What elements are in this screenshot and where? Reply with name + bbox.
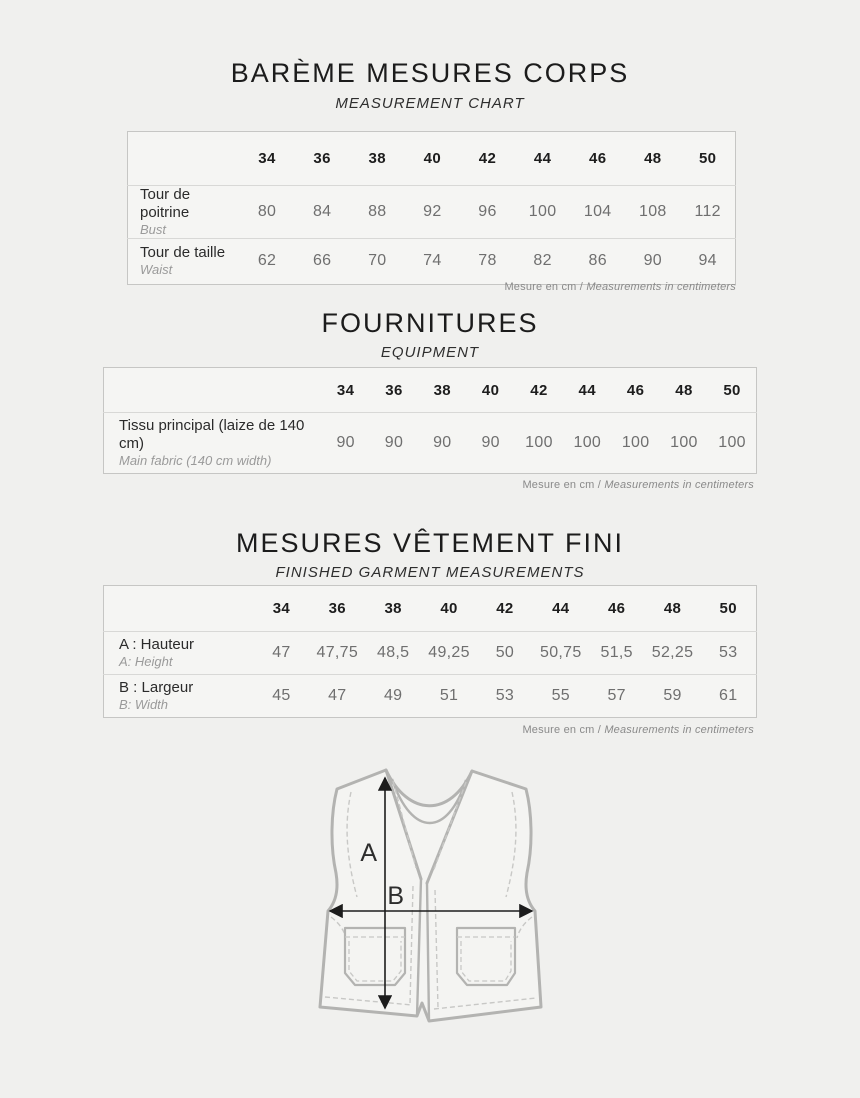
table-row bbox=[128, 238, 736, 284]
row-label-fr: Tour de taille bbox=[140, 244, 226, 262]
size-header: 44 bbox=[552, 600, 570, 617]
cell-value: 90 bbox=[336, 434, 355, 451]
size-header: 34 bbox=[272, 600, 291, 617]
size-header: 50 bbox=[723, 381, 741, 399]
cell-value: 47 bbox=[328, 687, 347, 704]
cell-value: 80 bbox=[257, 202, 277, 220]
units-note-sep: / bbox=[576, 281, 587, 293]
cell-value: 100 bbox=[573, 434, 602, 451]
cell-value: 45 bbox=[272, 687, 291, 704]
cell-value: 48,5 bbox=[377, 644, 410, 661]
row-label-header bbox=[128, 132, 240, 186]
height-label: A bbox=[360, 839, 377, 867]
cell-value: 50 bbox=[495, 644, 515, 661]
row-label-en: Bust bbox=[140, 222, 167, 237]
cell-value: 55 bbox=[551, 687, 571, 704]
vest-technical-drawing bbox=[295, 752, 575, 1052]
size-header: 46 bbox=[626, 381, 645, 399]
cell-value: 86 bbox=[588, 252, 607, 270]
cell-value: 112 bbox=[694, 202, 721, 220]
size-header: 48 bbox=[663, 600, 682, 617]
cell-value: 53 bbox=[719, 644, 738, 661]
units-note bbox=[504, 281, 736, 293]
units-note bbox=[522, 724, 754, 736]
section-subtitle-body: MEASUREMENT CHART bbox=[335, 95, 525, 112]
row-label-header bbox=[104, 368, 322, 413]
cell-value: 70 bbox=[368, 252, 387, 270]
size-header: 42 bbox=[496, 600, 514, 617]
units-note-en: Measurements in centimeters bbox=[604, 724, 754, 736]
cell-value: 66 bbox=[312, 252, 332, 270]
size-header: 50 bbox=[719, 600, 737, 617]
size-header: 40 bbox=[423, 150, 442, 167]
section-subtitle-finished: FINISHED GARMENT MEASUREMENTS bbox=[275, 564, 585, 581]
size-header: 36 bbox=[385, 381, 403, 399]
left-pocket bbox=[345, 928, 405, 985]
table-row bbox=[104, 413, 757, 474]
cell-value: 88 bbox=[368, 202, 387, 220]
size-header: 38 bbox=[368, 150, 387, 167]
cell-value: 52,25 bbox=[651, 644, 694, 661]
cell-value: 47 bbox=[272, 644, 291, 661]
size-header: 46 bbox=[588, 150, 607, 167]
cell-value: 78 bbox=[478, 252, 497, 270]
cell-value: 59 bbox=[663, 687, 682, 704]
finished-garment-table bbox=[103, 585, 757, 718]
cell-value: 50,75 bbox=[540, 644, 582, 661]
cell-value: 100 bbox=[528, 202, 557, 220]
cell-value: 57 bbox=[607, 687, 626, 704]
cell-value: 49,25 bbox=[428, 644, 470, 661]
size-header: 36 bbox=[313, 150, 331, 167]
cell-value: 90 bbox=[643, 252, 663, 270]
cell-value: 108 bbox=[639, 202, 667, 220]
cell-value: 82 bbox=[533, 252, 552, 270]
cell-value: 47,75 bbox=[316, 644, 359, 661]
row-label-fr: Tour de poitrine bbox=[140, 186, 191, 221]
table-row bbox=[128, 186, 736, 239]
units-note-sep: / bbox=[594, 724, 605, 736]
units-note-en: Measurements in centimeters bbox=[604, 479, 754, 491]
row-label-header bbox=[104, 586, 254, 632]
size-header-row bbox=[128, 132, 736, 186]
cell-value: 100 bbox=[718, 434, 746, 451]
row-label bbox=[128, 238, 240, 284]
cell-value: 84 bbox=[312, 202, 332, 220]
size-header: 48 bbox=[644, 150, 662, 167]
width-label: B bbox=[387, 882, 404, 910]
row-label-en: Main fabric (140 cm width) bbox=[119, 453, 272, 469]
right-pocket bbox=[457, 928, 515, 985]
cell-value: 49 bbox=[383, 687, 403, 704]
size-header: 44 bbox=[578, 381, 597, 399]
size-header: 50 bbox=[698, 150, 717, 167]
cell-value: 92 bbox=[423, 202, 442, 220]
size-header: 38 bbox=[384, 600, 402, 617]
row-label-en: Waist bbox=[140, 262, 173, 278]
section-title-body: BARÈME MESURES CORPS bbox=[230, 58, 630, 88]
size-header: 44 bbox=[533, 150, 552, 167]
cell-value: 90 bbox=[384, 434, 404, 451]
cell-value: 104 bbox=[583, 202, 612, 220]
row-label-fr: B : Largeur bbox=[119, 679, 194, 697]
cell-value: 100 bbox=[670, 434, 698, 451]
units-note-sep: / bbox=[594, 479, 605, 491]
row-label bbox=[104, 675, 254, 718]
table-row bbox=[104, 675, 757, 718]
size-header: 40 bbox=[481, 381, 500, 399]
cell-value: 90 bbox=[481, 434, 500, 451]
units-note bbox=[522, 479, 754, 491]
units-note-en: Measurements in centimeters bbox=[586, 281, 736, 293]
cell-value: 51,5 bbox=[600, 644, 633, 661]
row-label-en: B: Width bbox=[119, 697, 169, 713]
cell-value: 61 bbox=[719, 687, 738, 704]
cell-value: 94 bbox=[698, 252, 717, 270]
size-header: 46 bbox=[607, 600, 626, 617]
cell-value: 53 bbox=[495, 687, 515, 704]
size-header-row bbox=[104, 368, 757, 413]
size-header: 34 bbox=[336, 381, 355, 399]
size-header: 40 bbox=[440, 600, 458, 617]
row-label-en: A: Height bbox=[119, 654, 173, 670]
size-header: 42 bbox=[478, 150, 497, 167]
size-header: 36 bbox=[328, 600, 347, 617]
units-note-fr: Mesure en cm bbox=[522, 724, 595, 736]
row-label bbox=[104, 632, 254, 675]
body-measurements-table bbox=[127, 131, 736, 285]
units-note-fr: Mesure en cm bbox=[522, 479, 595, 491]
cell-value: 90 bbox=[433, 434, 452, 451]
cell-value: 74 bbox=[423, 252, 442, 270]
section-subtitle-supplies: EQUIPMENT bbox=[380, 344, 480, 361]
size-header: 48 bbox=[675, 381, 693, 399]
cell-value: 100 bbox=[621, 434, 650, 451]
size-header-row bbox=[104, 586, 757, 632]
size-header: 42 bbox=[530, 381, 548, 399]
row-label bbox=[128, 186, 240, 239]
table-row bbox=[104, 632, 757, 675]
row-label bbox=[104, 413, 322, 474]
cell-value: 51 bbox=[439, 687, 459, 704]
size-header: 38 bbox=[433, 381, 452, 399]
cell-value: 62 bbox=[257, 252, 277, 270]
cell-value: 100 bbox=[525, 434, 553, 451]
cell-value: 96 bbox=[478, 202, 497, 220]
row-label-fr: Tissu principal (laize de 140 cm) bbox=[119, 417, 305, 453]
size-header: 34 bbox=[258, 150, 276, 167]
row-label-fr: A : Hauteur bbox=[119, 636, 195, 654]
units-note-fr: Mesure en cm bbox=[504, 281, 577, 293]
section-title-supplies: FOURNITURES bbox=[321, 308, 539, 338]
section-title-finished: MESURES VÊTEMENT FINI bbox=[235, 528, 625, 558]
supplies-table bbox=[103, 367, 757, 474]
